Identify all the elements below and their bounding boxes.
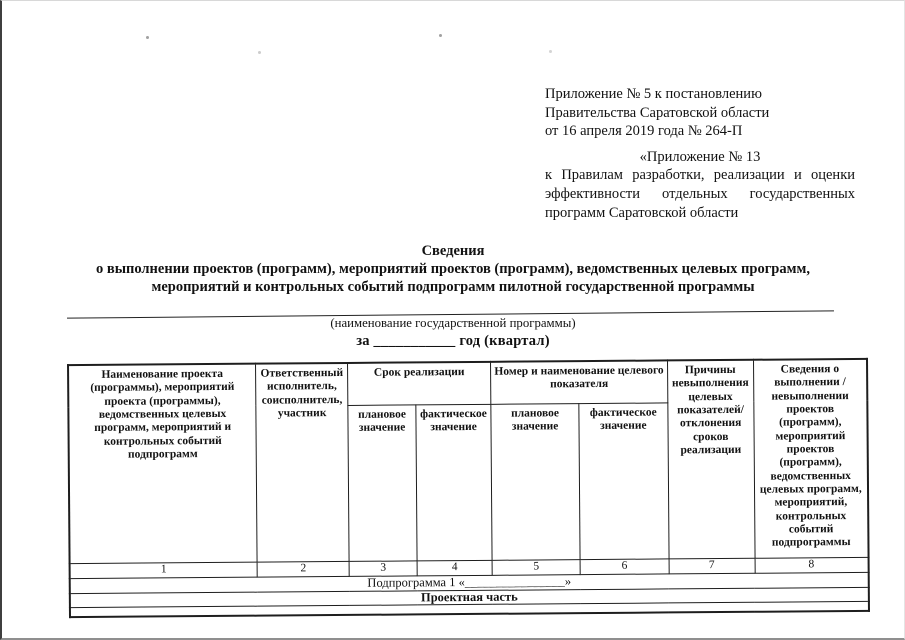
program-name-caption: (наименование государственной программы)	[330, 316, 576, 330]
col-group-target-indicator: Номер и наименование целевого показателя	[491, 360, 668, 403]
col-group-implementation-period: Срок реализации	[348, 362, 491, 405]
appendix-line: Правительства Саратовской области	[545, 104, 770, 121]
report-table	[67, 358, 870, 618]
column-number: 6	[580, 558, 669, 574]
appendix-line: Приложение № 5 к постановлению	[545, 86, 762, 102]
table-header-row-top	[68, 359, 867, 407]
col-header-failure-reasons: Причины невыполнения целевых показателей/ отклонения сроков реализации	[667, 360, 754, 559]
column-number: 7	[669, 558, 755, 574]
appendix-line: программ Саратовской области	[545, 204, 739, 221]
col-header-actual-value-period: фактическое значение	[416, 404, 492, 561]
col-header-responsible-executor: Ответственный исполнитель, соисполнитель, участник	[256, 363, 349, 562]
title-line-1: Сведения	[421, 243, 485, 259]
col-header-fulfillment-info: Сведения о выполнении / невыполнении проектов (программ), мероприятий проектов (программ), ведомственных целевых программ, мероприятий, контрольных событий подпрограммы	[753, 359, 868, 558]
column-number: 2	[257, 561, 349, 577]
appendix-line: «Приложение № 13	[639, 148, 761, 165]
appendix-line: от 16 апреля 2019 года № 264-П	[545, 123, 743, 140]
col-header-project-name: Наименование проекта (программы), мероприятий проекта (программы), ведомственных целевых программ, мероприятий и контрольных событий подпрограмм	[68, 364, 257, 563]
appendix-line: к Правилам разработки, реализации и оценки	[545, 167, 855, 184]
column-number: 1	[70, 562, 258, 578]
document-title	[2, 242, 904, 296]
col-header-planned-value-indicator: плановое значение	[491, 403, 580, 560]
title-line-3: мероприятий и контрольных событий подпрограмм пилотной государственной программы	[151, 279, 755, 295]
scan-speck	[549, 50, 552, 53]
title-line-2: о выполнении проектов (программ), мероприятий проектов (программ), ведомственных целевых программ,	[95, 261, 810, 277]
appendix-line: эффективности отдельных государственных	[545, 185, 855, 202]
appendix-reference-block	[545, 85, 855, 222]
report-period-line: за ___________ год (квартал)	[356, 333, 550, 349]
col-header-planned-value-period: плановое значение	[348, 404, 417, 561]
subprogram-title-cell: Подпрограмма 1 «________________»	[70, 572, 869, 593]
column-number: 4	[417, 560, 492, 576]
scan-speck	[439, 34, 442, 37]
col-header-actual-value-indicator: фактическое значение	[579, 402, 669, 559]
scan-speck	[258, 51, 261, 54]
scan-speck	[146, 36, 149, 39]
column-number: 8	[755, 557, 869, 573]
column-number: 5	[492, 559, 580, 575]
column-number: 3	[349, 560, 417, 576]
project-part-cell: Проектная часть	[70, 587, 869, 607]
